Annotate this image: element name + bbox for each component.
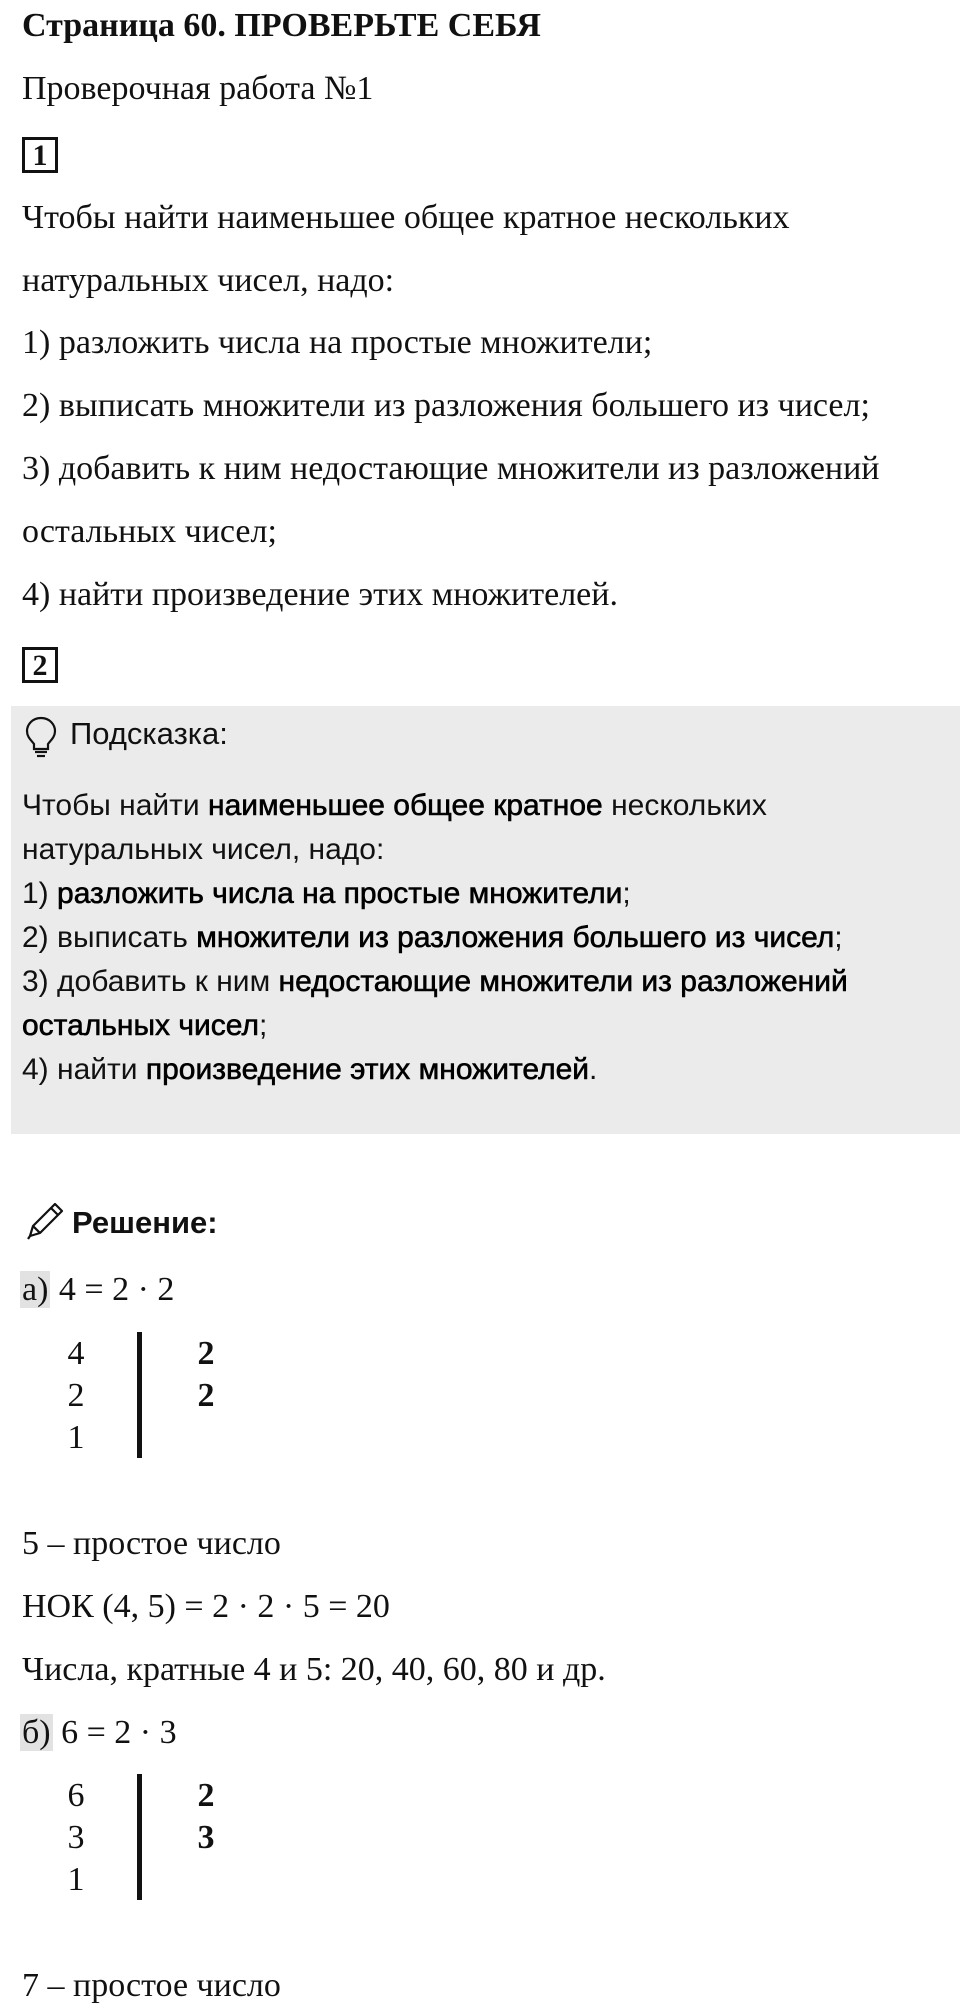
page-title: Страница 60. ПРОВЕРЬТЕ СЕБЯ bbox=[22, 7, 541, 44]
hint-text: 1) bbox=[22, 877, 58, 910]
part-b-expression bbox=[22, 1713, 177, 1753]
hint-line bbox=[22, 1004, 267, 1048]
part-a-expression bbox=[22, 1270, 174, 1310]
task1-line: 4) найти произведение этих множителей. bbox=[22, 576, 618, 613]
hint-text: . bbox=[589, 1053, 598, 1086]
hint-text: Чтобы найти bbox=[22, 789, 209, 822]
hint-text: 2) выписать bbox=[22, 921, 197, 954]
prime-note: 7 – простое число bbox=[22, 1967, 281, 2004]
hint-line bbox=[22, 1048, 597, 1092]
task1-line: 2) выписать множители из разложения большего из чисел; bbox=[22, 387, 870, 424]
factor-table-number: 1 bbox=[67, 1419, 85, 1456]
hint-emphasis: множители из разложения большего из чисел bbox=[196, 921, 835, 954]
hint-emphasis: разложить числа на простые множители bbox=[57, 877, 623, 910]
hint-text: ; bbox=[834, 921, 843, 954]
hint-text: нескольких bbox=[602, 789, 767, 822]
task1-line: Чтобы найти наименьшее общее кратное нескольких bbox=[22, 199, 790, 236]
lcm-result: НОК (4, 5) = 2 · 2 · 5 = 20 bbox=[22, 1588, 390, 1625]
task1-line: остальных чисел; bbox=[22, 513, 277, 550]
task1-line: натуральных чисел, надо: bbox=[22, 262, 395, 299]
hint-text: 3) добавить к ним bbox=[22, 965, 279, 998]
task1-line: 1) разложить числа на простые множители; bbox=[22, 324, 653, 361]
task1-line: 3) добавить к ним недостающие множители из разложений bbox=[22, 450, 880, 487]
hint-line bbox=[22, 872, 631, 916]
hint-emphasis: произведение этих множителей bbox=[145, 1053, 590, 1086]
factor-table-number: 6 bbox=[67, 1777, 85, 1814]
factor-table-number: 4 bbox=[67, 1335, 85, 1372]
part-a-label: а) bbox=[22, 1271, 49, 1308]
hint-text: ; bbox=[258, 1009, 268, 1042]
factor-table-number: 2 bbox=[67, 1377, 85, 1414]
factor-table-number: 3 bbox=[67, 1819, 85, 1856]
hint-emphasis: остальных чисел bbox=[22, 1009, 259, 1042]
hint-text: ; bbox=[622, 877, 631, 910]
hint-emphasis: недостающие множители из разложений bbox=[278, 965, 848, 998]
hint-heading: Подсказка: bbox=[70, 716, 228, 751]
task-number-2: 2 bbox=[22, 647, 58, 683]
part-b-expr: 6 = 2 · 3 bbox=[52, 1714, 177, 1751]
factor-table-divider bbox=[137, 1332, 142, 1458]
factor-table-factor: 2 bbox=[197, 1377, 215, 1414]
prime-note: 5 – простое число bbox=[22, 1525, 281, 1562]
factor-table-divider bbox=[137, 1774, 142, 1900]
page-subtitle: Проверочная работа №1 bbox=[22, 70, 374, 107]
factor-table-number: 1 bbox=[67, 1861, 85, 1898]
part-b-label: б) bbox=[22, 1714, 51, 1751]
hint-line bbox=[22, 828, 384, 872]
hint-emphasis: наименьшее общее кратное bbox=[208, 789, 603, 822]
multiples-line: Числа, кратные 4 и 5: 20, 40, 60, 80 и др. bbox=[22, 1651, 606, 1688]
hint-line bbox=[22, 960, 848, 1004]
factor-table-factor: 2 bbox=[197, 1777, 215, 1814]
hint-line bbox=[22, 916, 843, 960]
pencil-icon bbox=[24, 1198, 66, 1247]
solution-heading: Решение: bbox=[72, 1205, 218, 1240]
part-a-expr: 4 = 2 · 2 bbox=[50, 1271, 175, 1308]
hint-line bbox=[22, 784, 767, 828]
hint-text: натуральных чисел, надо: bbox=[22, 833, 385, 866]
factor-table-factor: 3 bbox=[197, 1819, 215, 1856]
factor-table-factor: 2 bbox=[197, 1335, 215, 1372]
task-number-1: 1 bbox=[22, 137, 58, 173]
lightbulb-icon bbox=[24, 716, 58, 763]
hint-text: 4) найти bbox=[22, 1053, 146, 1086]
